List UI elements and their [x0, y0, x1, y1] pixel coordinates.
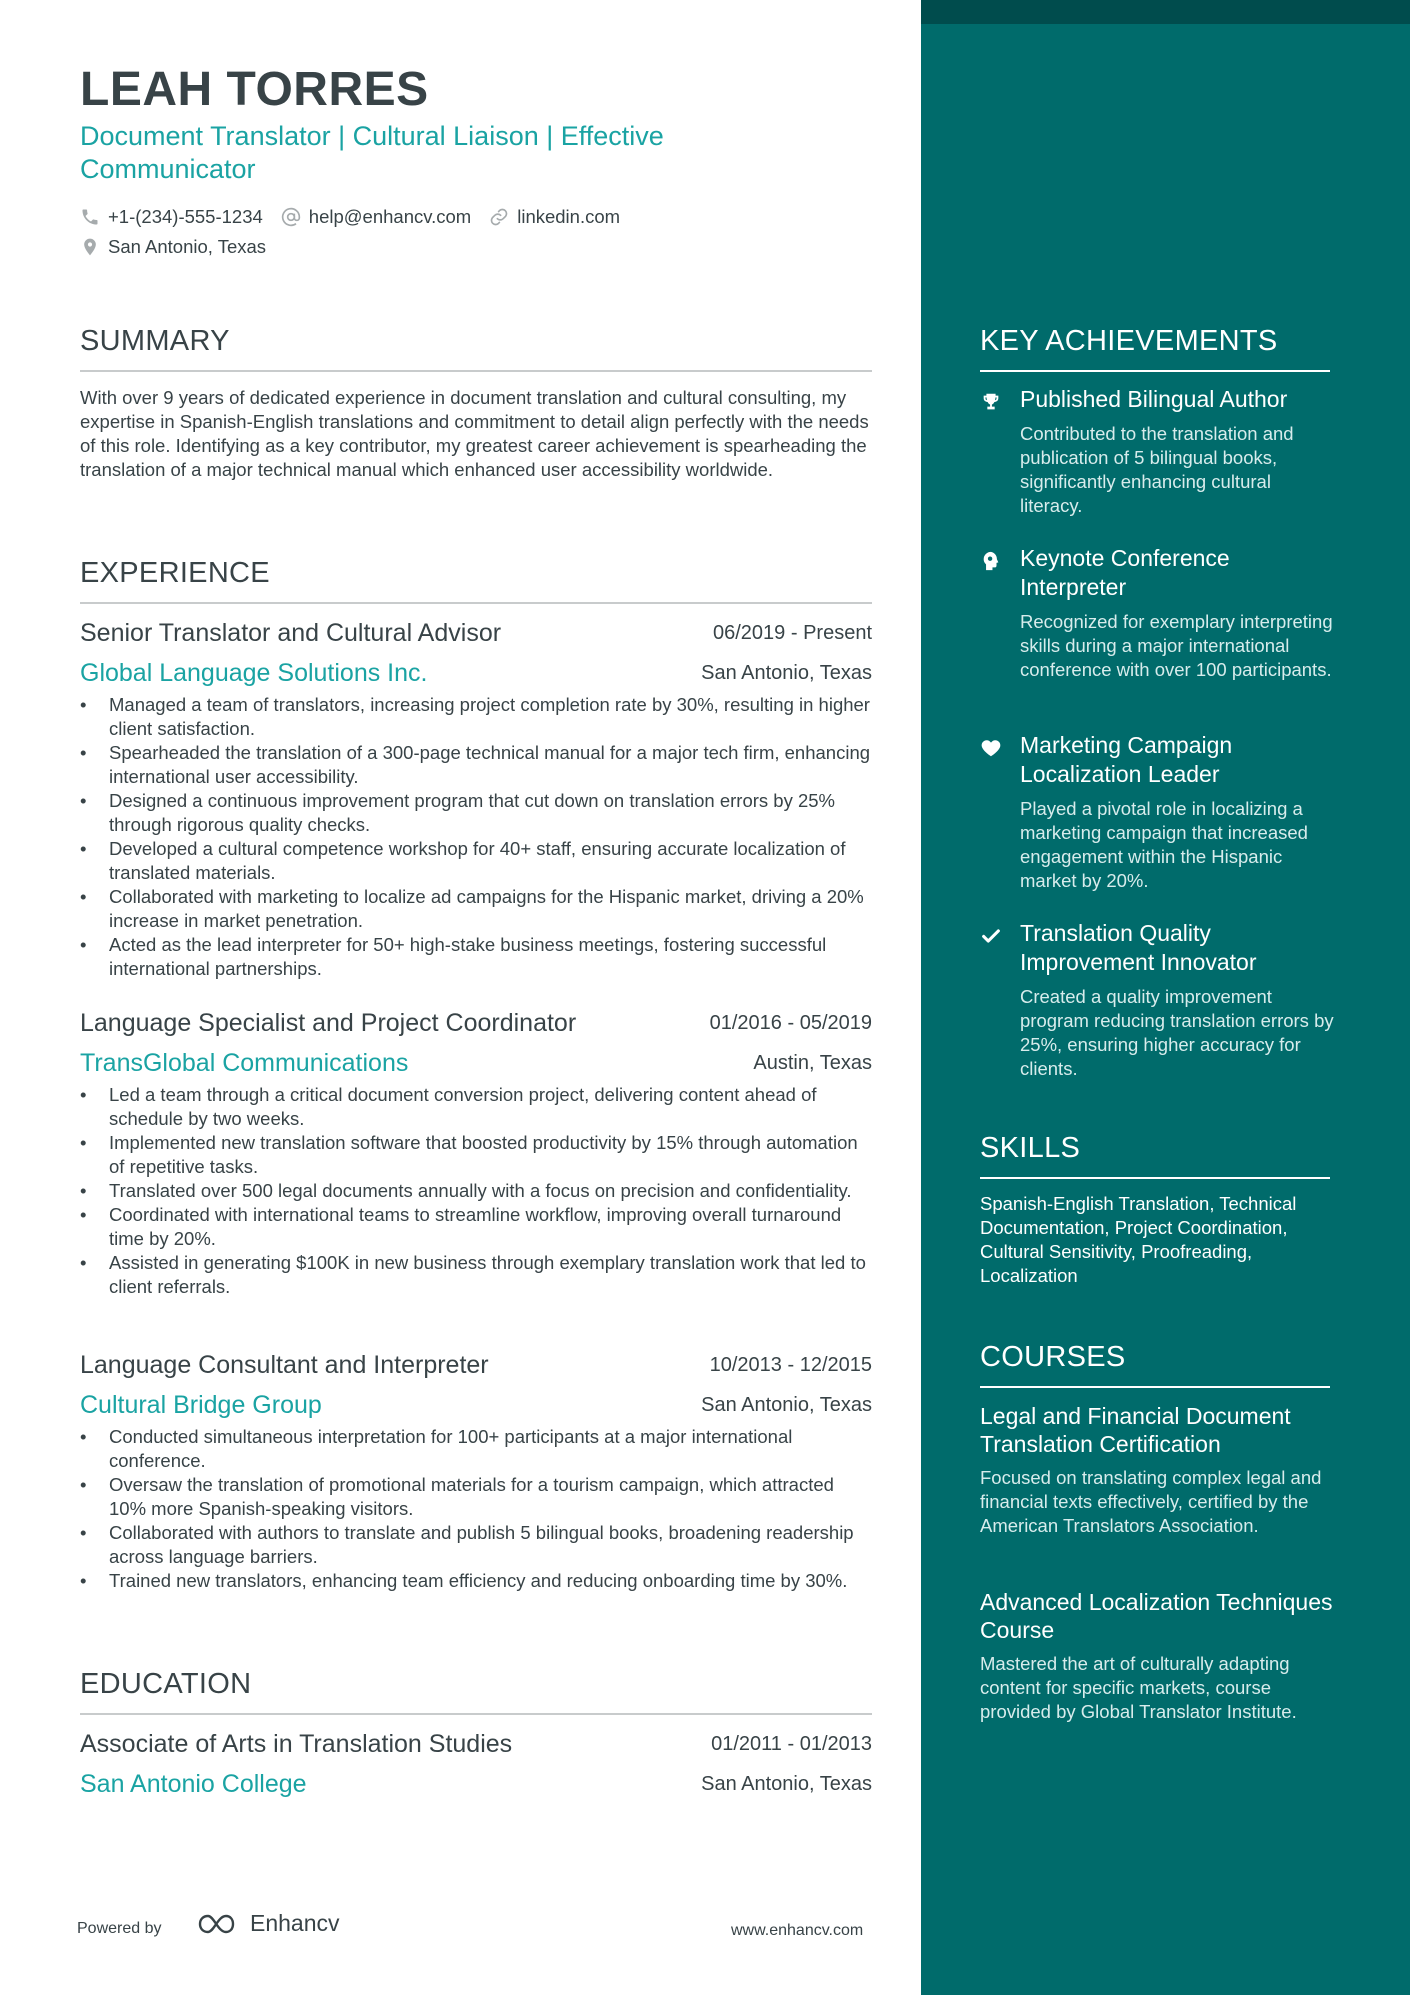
achievement-title: Published Bilingual Author — [1020, 386, 1288, 412]
school-location: San Antonio, Texas — [701, 1773, 872, 1795]
education-dates: 01/2011 - 01/2013 — [711, 1733, 872, 1755]
job-dates: 06/2019 - Present — [713, 622, 872, 644]
summary-text: With over 9 years of dedicated experience in document translation and cultural consulting, my expertise in Spanish-English translations and commitment to detail align perfectly with the needs of this role. Identifying as a key contributor, my greatest career achievement is spearheading the translation of a major technical manual which enhanced user accessibility worldwide. — [80, 387, 869, 480]
trophy-icon — [980, 391, 1002, 413]
footer-url[interactable]: www.enhancv.com — [731, 1922, 864, 1939]
job-bullet: • Conducted simultaneous interpretation for 100+ participants at a major international conference. — [80, 1425, 872, 1473]
job-bullet: • Implemented new translation software that boosted productivity by 15% through automation of repetitive tasks. — [80, 1131, 872, 1179]
contact-linkedin[interactable] — [489, 206, 620, 228]
enhancv-logo[interactable] — [196, 1910, 340, 1937]
skills-list: Spanish-English Translation, Technical Documentation, Project Coordination, Cultural Sensitivity, Proofreading, Localization — [980, 1193, 1297, 1286]
job-bullet: • Translated over 500 legal documents annually with a focus on precision and confidentiality. — [80, 1179, 872, 1203]
achievement-title: Translation Quality Improvement Innovator — [1020, 920, 1257, 975]
summary-divider — [80, 370, 872, 372]
achievements-heading: KEY ACHIEVEMENTS — [980, 325, 1278, 357]
degree-title: Associate of Arts in Translation Studies — [80, 1730, 513, 1758]
location-pin-icon — [80, 237, 100, 257]
location-text: San Antonio, Texas — [108, 236, 267, 257]
job-dates: 01/2016 - 05/2019 — [709, 1012, 872, 1034]
phone-text: +1-(234)-555-1234 — [108, 206, 263, 227]
job-location: San Antonio, Texas — [701, 1394, 872, 1416]
course-title: Legal and Financial Document Translation Certification — [980, 1403, 1291, 1457]
job-bullet: • Oversaw the translation of promotional materials for a tourism campaign, which attracted 10% more Spanish-speaking visitors. — [80, 1473, 872, 1521]
checkmark-icon — [980, 925, 1002, 947]
linkedin-link[interactable]: linkedin.com — [517, 206, 621, 227]
job-title: Senior Translator and Cultural Advisor — [80, 619, 502, 647]
job-title: Language Specialist and Project Coordinator — [80, 1009, 577, 1037]
skills-divider — [980, 1177, 1330, 1179]
job-company: Cultural Bridge Group — [80, 1391, 322, 1419]
job-bullets — [80, 693, 872, 981]
achievement-description: Created a quality improvement program reducing translation errors by 25%, ensuring higher accuracy for clients. — [1020, 986, 1334, 1079]
experience-heading: EXPERIENCE — [80, 557, 270, 589]
contact-row-1 — [80, 206, 638, 228]
contact-email[interactable] — [281, 206, 471, 228]
achievement-description: Played a pivotal role in localizing a marketing campaign that increased engagement within the Hispanic market by 20%. — [1020, 798, 1308, 891]
contact-phone — [80, 206, 263, 228]
achievement-title: Keynote Conference Interpreter — [1020, 545, 1230, 600]
skills-heading: SKILLS — [980, 1132, 1081, 1164]
achievement-description: Recognized for exemplary interpreting skills during a major international conference with over 100 participants. — [1020, 611, 1333, 680]
job-bullet: • Designed a continuous improvement program that cut down on translation errors by 25% through rigorous quality checks. — [80, 789, 872, 837]
job-bullet: • Coordinated with international teams to streamline workflow, improving overall turnaround time by 20%. — [80, 1203, 872, 1251]
school-name: San Antonio College — [80, 1770, 307, 1798]
job-bullet: • Trained new translators, enhancing team efficiency and reducing onboarding time by 30%. — [80, 1569, 872, 1593]
candidate-tagline: Document Translator | Cultural Liaison | Effective Communicator — [80, 121, 664, 184]
job-bullets — [80, 1425, 872, 1593]
at-sign-icon — [281, 207, 301, 227]
job-title: Language Consultant and Interpreter — [80, 1351, 489, 1379]
course-description: Mastered the art of culturally adapting content for specific markets, course provided by Global Translator Institute. — [980, 1653, 1297, 1722]
job-bullet: • Spearheaded the translation of a 300-page technical manual for a major tech firm, enhancing international user accessibility. — [80, 741, 872, 789]
courses-heading: COURSES — [980, 1341, 1126, 1373]
job-dates: 10/2013 - 12/2015 — [709, 1354, 872, 1376]
phone-icon — [80, 207, 100, 227]
job-bullet: • Developed a cultural competence workshop for 40+ staff, ensuring accurate localization of translated materials. — [80, 837, 872, 885]
infinity-logo-icon — [196, 1911, 242, 1937]
head-icon — [980, 550, 1002, 572]
job-bullet: • Acted as the lead interpreter for 50+ high-stake business meetings, fostering successful international partnerships. — [80, 933, 872, 981]
job-bullet: • Collaborated with marketing to localize ad campaigns for the Hispanic market, driving a 20% increase in market penetration. — [80, 885, 872, 933]
achievements-divider — [980, 370, 1330, 372]
powered-by-label: Powered by — [77, 1920, 162, 1937]
education-heading: EDUCATION — [80, 1668, 252, 1700]
job-company: Global Language Solutions Inc. — [80, 659, 428, 687]
course-title: Advanced Localization Techniques Course — [980, 1589, 1333, 1643]
candidate-name: LEAH TORRES — [80, 63, 429, 116]
courses-divider — [980, 1386, 1330, 1388]
job-location: San Antonio, Texas — [701, 662, 872, 684]
sidebar-top-band — [921, 0, 1410, 24]
job-location: Austin, Texas — [753, 1052, 872, 1074]
experience-divider — [80, 602, 872, 604]
course-description: Focused on translating complex legal and financial texts effectively, certified by the American Translators Association. — [980, 1467, 1322, 1536]
job-bullet: • Managed a team of translators, increasing project completion rate by 30%, resulting in higher client satisfaction. — [80, 693, 872, 741]
summary-heading: SUMMARY — [80, 325, 230, 357]
link-icon — [489, 207, 509, 227]
achievement-title: Marketing Campaign Localization Leader — [1020, 732, 1233, 787]
contact-row-2 — [80, 236, 284, 258]
achievement-description: Contributed to the translation and publication of 5 bilingual books, significantly enhancing cultural literacy. — [1020, 423, 1294, 516]
job-bullet: • Led a team through a critical document conversion project, delivering content ahead of schedule by two weeks. — [80, 1083, 872, 1131]
enhancv-brand-text: Enhancv — [250, 1910, 340, 1936]
email-link[interactable]: help@enhancv.com — [308, 206, 472, 227]
heart-icon — [980, 737, 1002, 759]
job-bullet: • Collaborated with authors to translate and publish 5 bilingual books, broadening readership across language barriers. — [80, 1521, 872, 1569]
job-bullet: • Assisted in generating $100K in new business through exemplary translation work that led to client referrals. — [80, 1251, 872, 1299]
contact-location — [80, 236, 266, 258]
job-company: TransGlobal Communications — [80, 1049, 409, 1077]
education-divider — [80, 1713, 872, 1715]
job-bullets — [80, 1083, 872, 1299]
